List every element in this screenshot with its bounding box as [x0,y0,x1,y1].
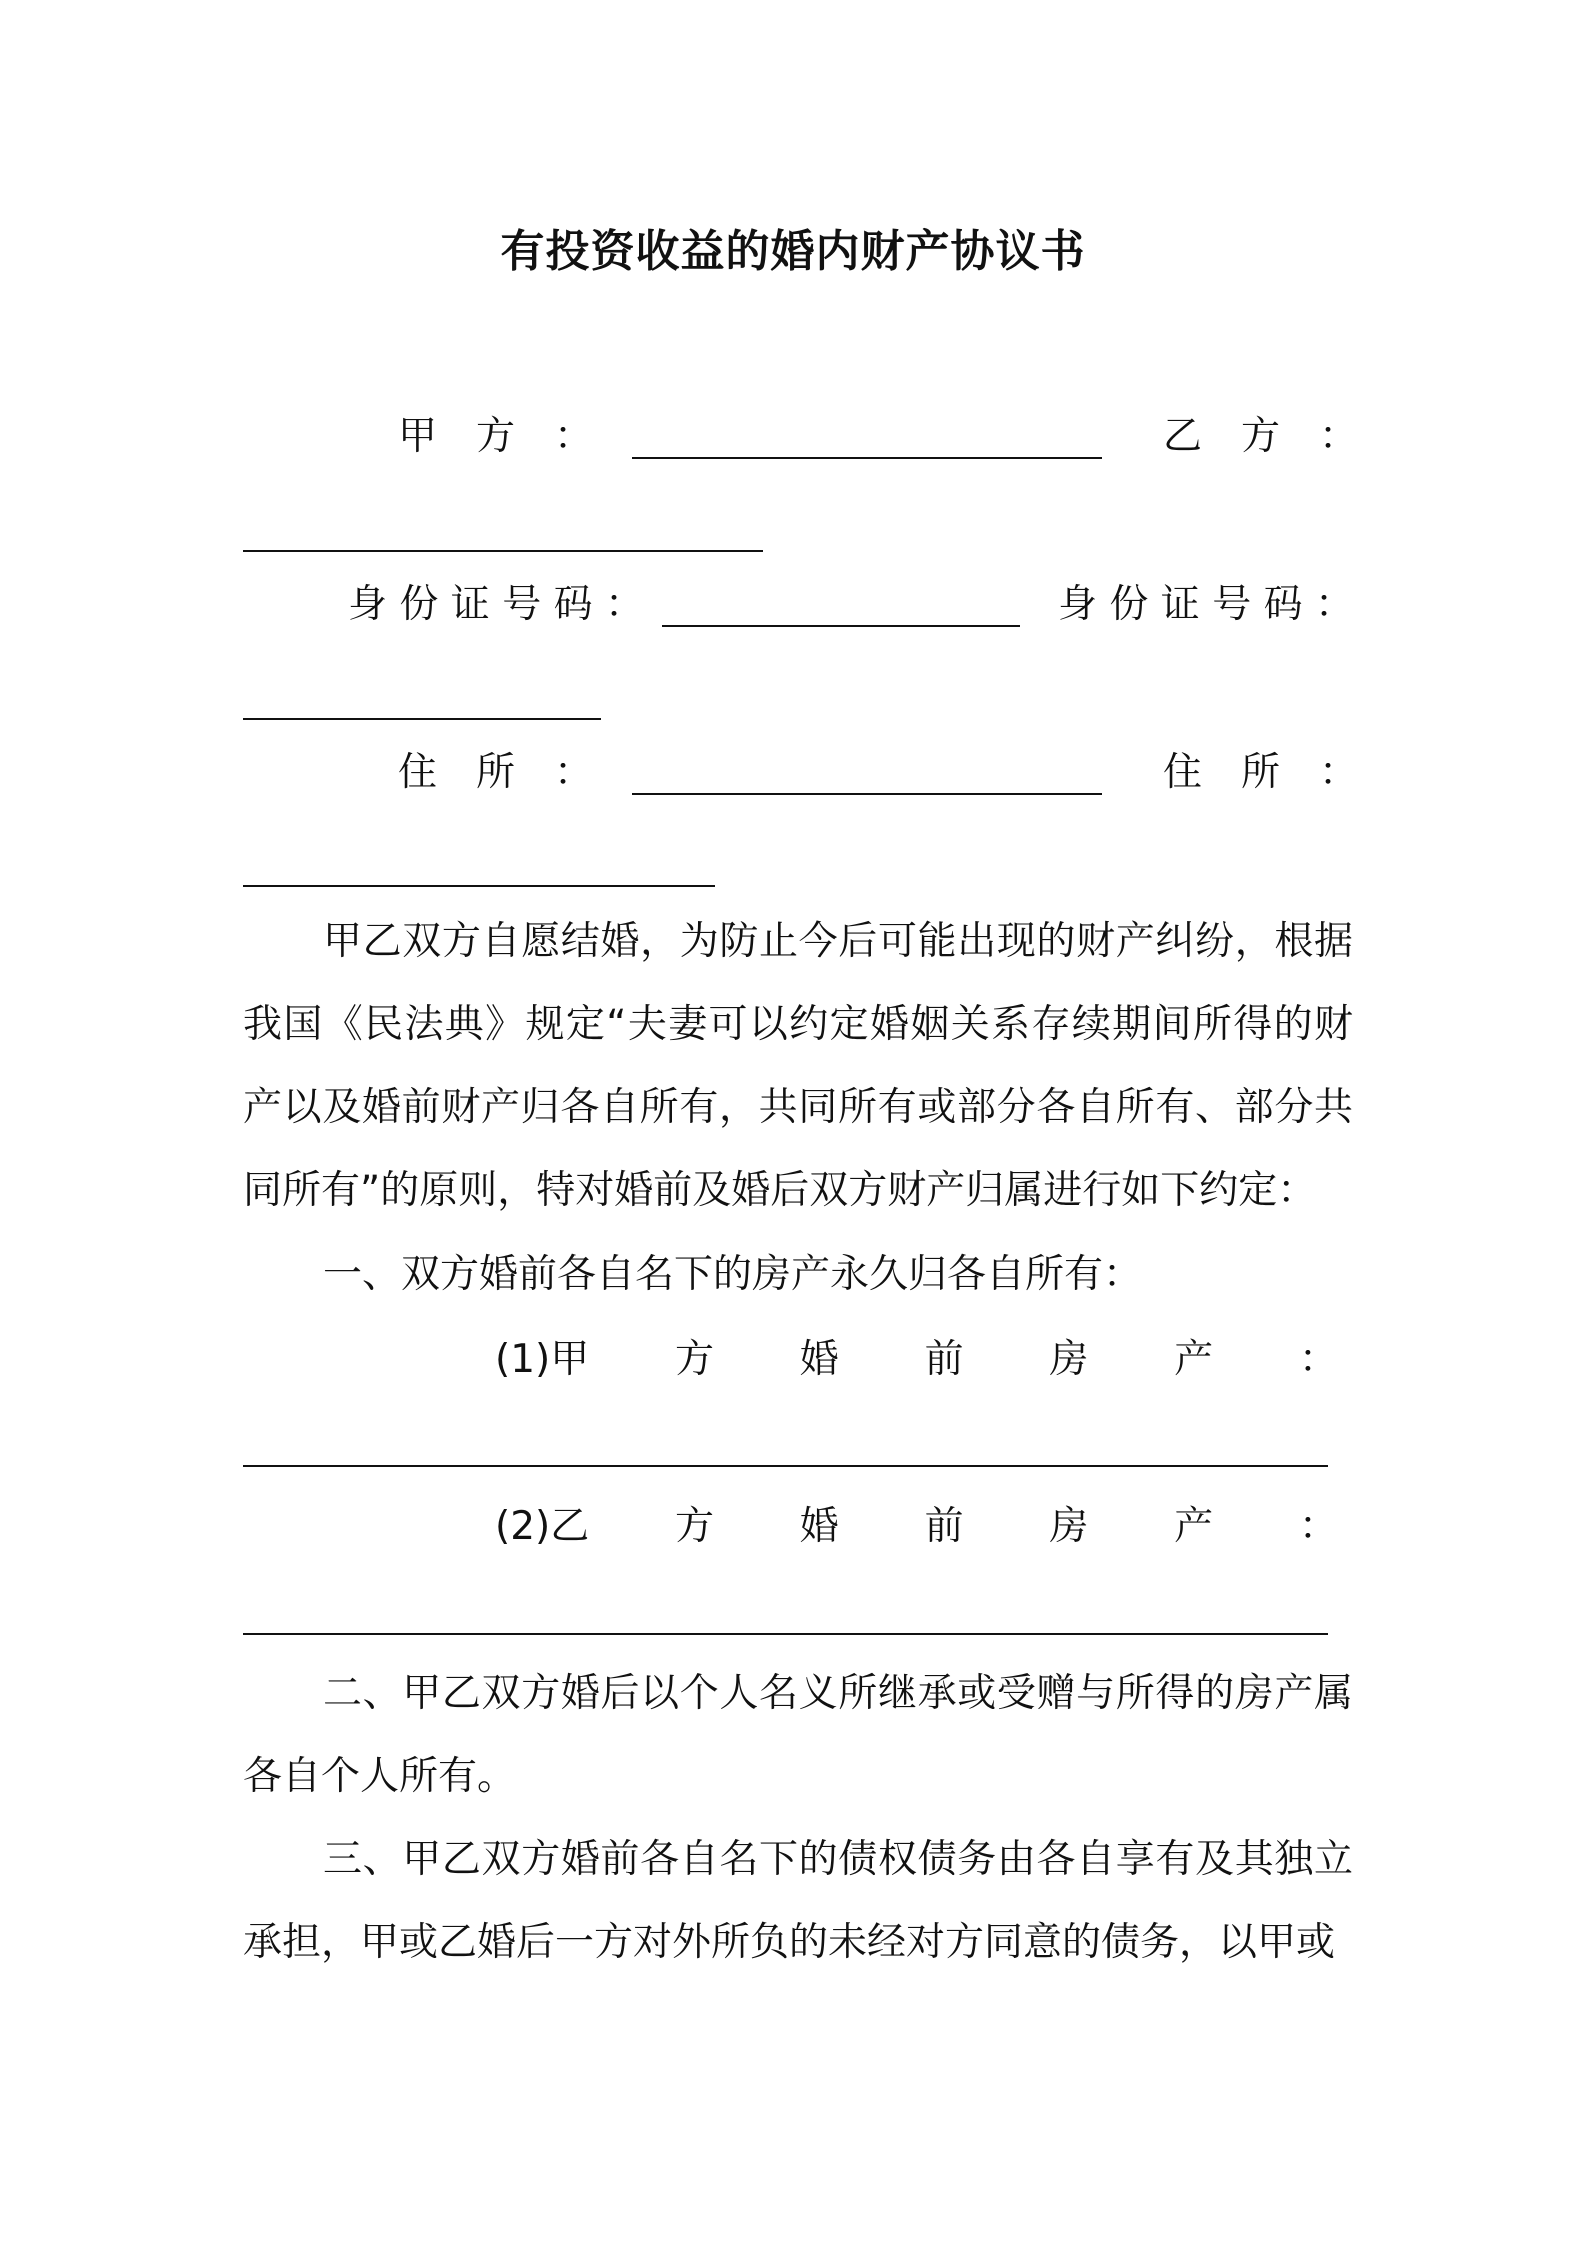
item-char: 前 [924,1504,964,1549]
intro-paragraph: 甲乙双方自愿结婚，为防止今后可能出现的财产纠纷，根据我国《民法典》规定“夫妻可以约定婚姻关系存续期间所得的财产以及婚前财产归各自所有，共同所有或部分各自所有、部分共同所有”的原则，特对婚前及婚后双方财产归属进行如下约定： [243,919,1353,1213]
item-2-row [495,1502,1338,1552]
item-1-row [495,1335,1338,1385]
id-b-blank[interactable] [243,718,601,720]
id-label-b: 身 份 证 号 码 ： [1058,582,1354,627]
clause-3: 三、甲乙双方婚前各自名下的债权债务由各自享有及其独立承担，甲或乙婚后一方对外所负的未经对方同意的债务，以甲或 [243,1837,1353,1965]
item-char: ： [1298,1337,1338,1382]
item-char: 产 [1174,1504,1214,1549]
document-title: 有投资收益的婚内财产协议书 [500,226,1086,277]
item-char: 产 [1174,1337,1214,1382]
address-b-blank[interactable] [243,885,715,887]
address-a-blank[interactable] [632,793,1102,795]
item-char: ： [1298,1504,1338,1549]
address-label-b: 住 所 ： [1163,750,1359,795]
clause-2: 二、甲乙双方婚后以个人名义所继承或受赠与所得的房产属各自个人所有。 [243,1671,1353,1799]
item-char: 婚 [799,1504,839,1549]
item-1-blank[interactable] [243,1465,1328,1467]
party-b-label: 乙 方 ： [1163,414,1359,459]
item-char: 方 [675,1337,715,1382]
item-char: 前 [924,1337,964,1382]
id-a-blank[interactable] [662,625,1020,627]
item-char: 房 [1049,1337,1089,1382]
item-char: 房 [1049,1504,1089,1549]
item-2-prefix: (2)乙 [495,1504,590,1549]
id-label-a: 身 份 证 号 码 ： [348,582,644,627]
address-label-a: 住 所 ： [398,750,594,795]
item-char: 方 [675,1504,715,1549]
item-2-blank[interactable] [243,1633,1328,1635]
party-a-blank[interactable] [632,457,1102,459]
item-char: 婚 [799,1337,839,1382]
item-1-prefix: (1)甲 [495,1337,590,1382]
party-b-blank[interactable] [243,550,763,552]
clause-1: 一、双方婚前各自名下的房产永久归各自所有： [323,1252,1143,1297]
party-a-label: 甲 方 ： [398,414,594,459]
